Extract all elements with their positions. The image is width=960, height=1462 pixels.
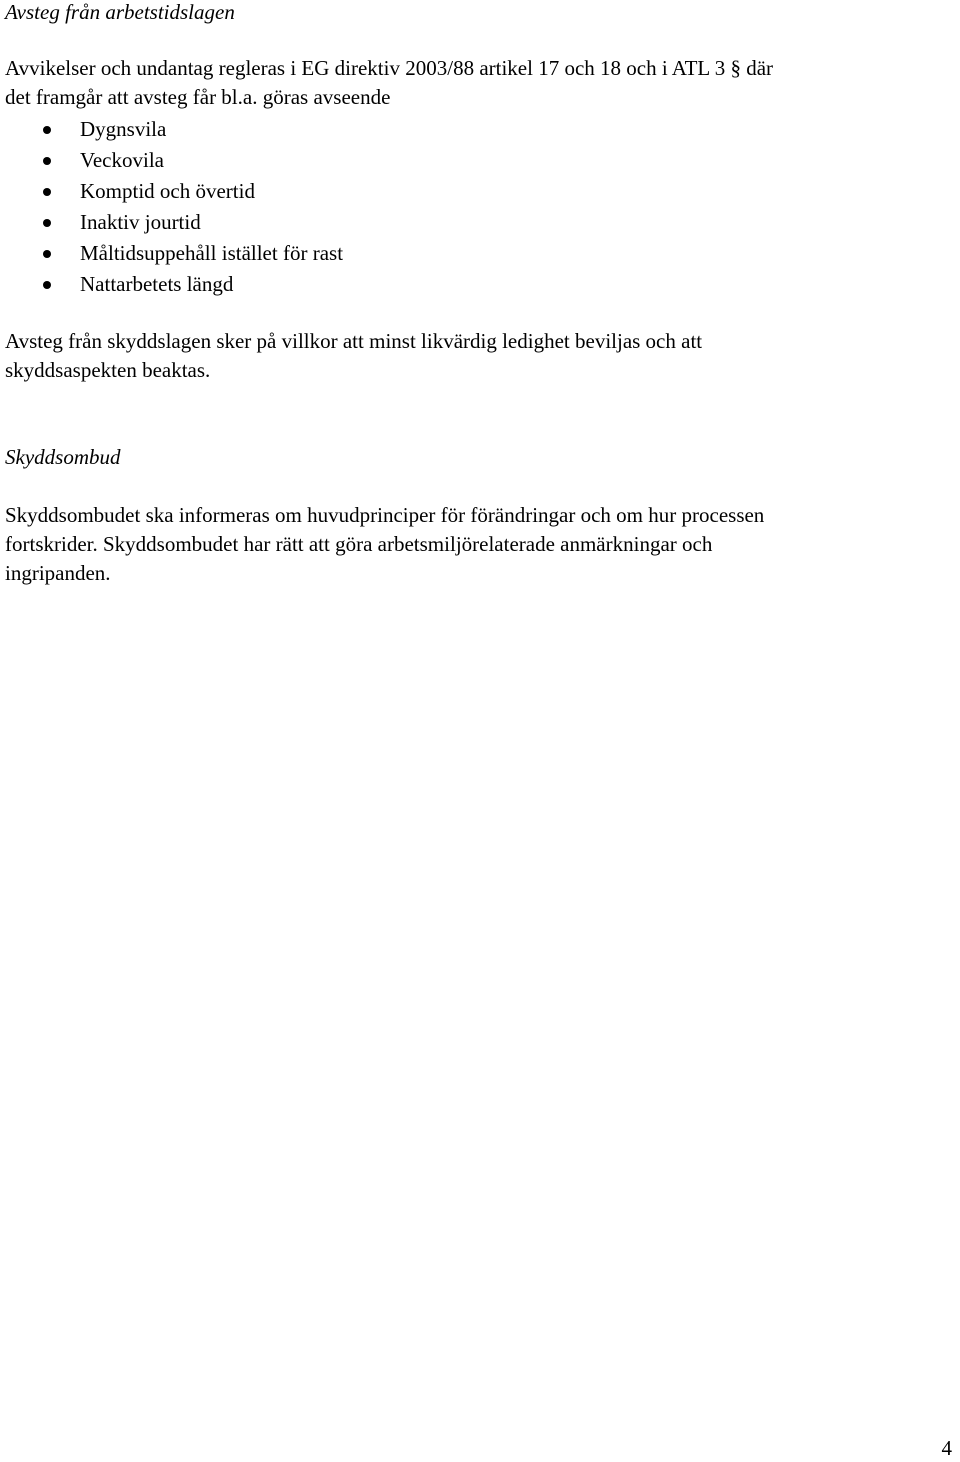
list-item [0, 238, 343, 269]
condition-line-2: skyddsaspekten beaktas. [5, 358, 211, 382]
skyddsombud-paragraph [5, 501, 950, 588]
bullet-icon [43, 157, 51, 165]
list-item [0, 269, 343, 300]
intro-line-1: Avvikelser och undantag regleras i EG direktiv 2003/88 artikel 17 och 18 och i ATL 3 § där [5, 56, 774, 80]
skyddsombud-line-1: Skyddsombudet ska informeras om huvudprinciper för förändringar och om hur processen [5, 503, 765, 527]
exception-list [0, 114, 343, 300]
intro-paragraph [5, 54, 950, 112]
list-item-label: Veckovila [80, 148, 164, 172]
bullet-icon [43, 281, 51, 289]
list-item [0, 145, 343, 176]
bullet-icon [43, 126, 51, 134]
skyddsombud-line-3: ingripanden. [5, 561, 111, 585]
list-item [0, 207, 343, 238]
skyddsombud-line-2: fortskrider. Skyddsombudet har rätt att göra arbetsmiljörelaterade anmärkningar och [5, 532, 713, 556]
section-heading-avsteg: Avsteg från arbetstidslagen [5, 0, 235, 24]
list-item [0, 114, 343, 145]
section-heading-skyddsombud: Skyddsombud [5, 445, 121, 469]
bullet-icon [43, 188, 51, 196]
condition-paragraph [5, 327, 950, 385]
list-item-label: Dygnsvila [80, 117, 167, 141]
list-item [0, 176, 343, 207]
list-item-label: Komptid och övertid [80, 179, 255, 203]
intro-line-2: det framgår att avsteg får bl.a. göras avseende [5, 85, 391, 109]
list-item-label: Nattarbetets längd [80, 272, 234, 296]
list-item-label: Måltidsuppehåll istället för rast [80, 241, 344, 265]
condition-line-1: Avsteg från skyddslagen sker på villkor att minst likvärdig ledighet beviljas och att [5, 329, 703, 353]
page-number: 4 [941, 1436, 952, 1460]
bullet-icon [43, 219, 51, 227]
list-item-label: Inaktiv jourtid [80, 210, 201, 234]
bullet-icon [43, 250, 51, 258]
